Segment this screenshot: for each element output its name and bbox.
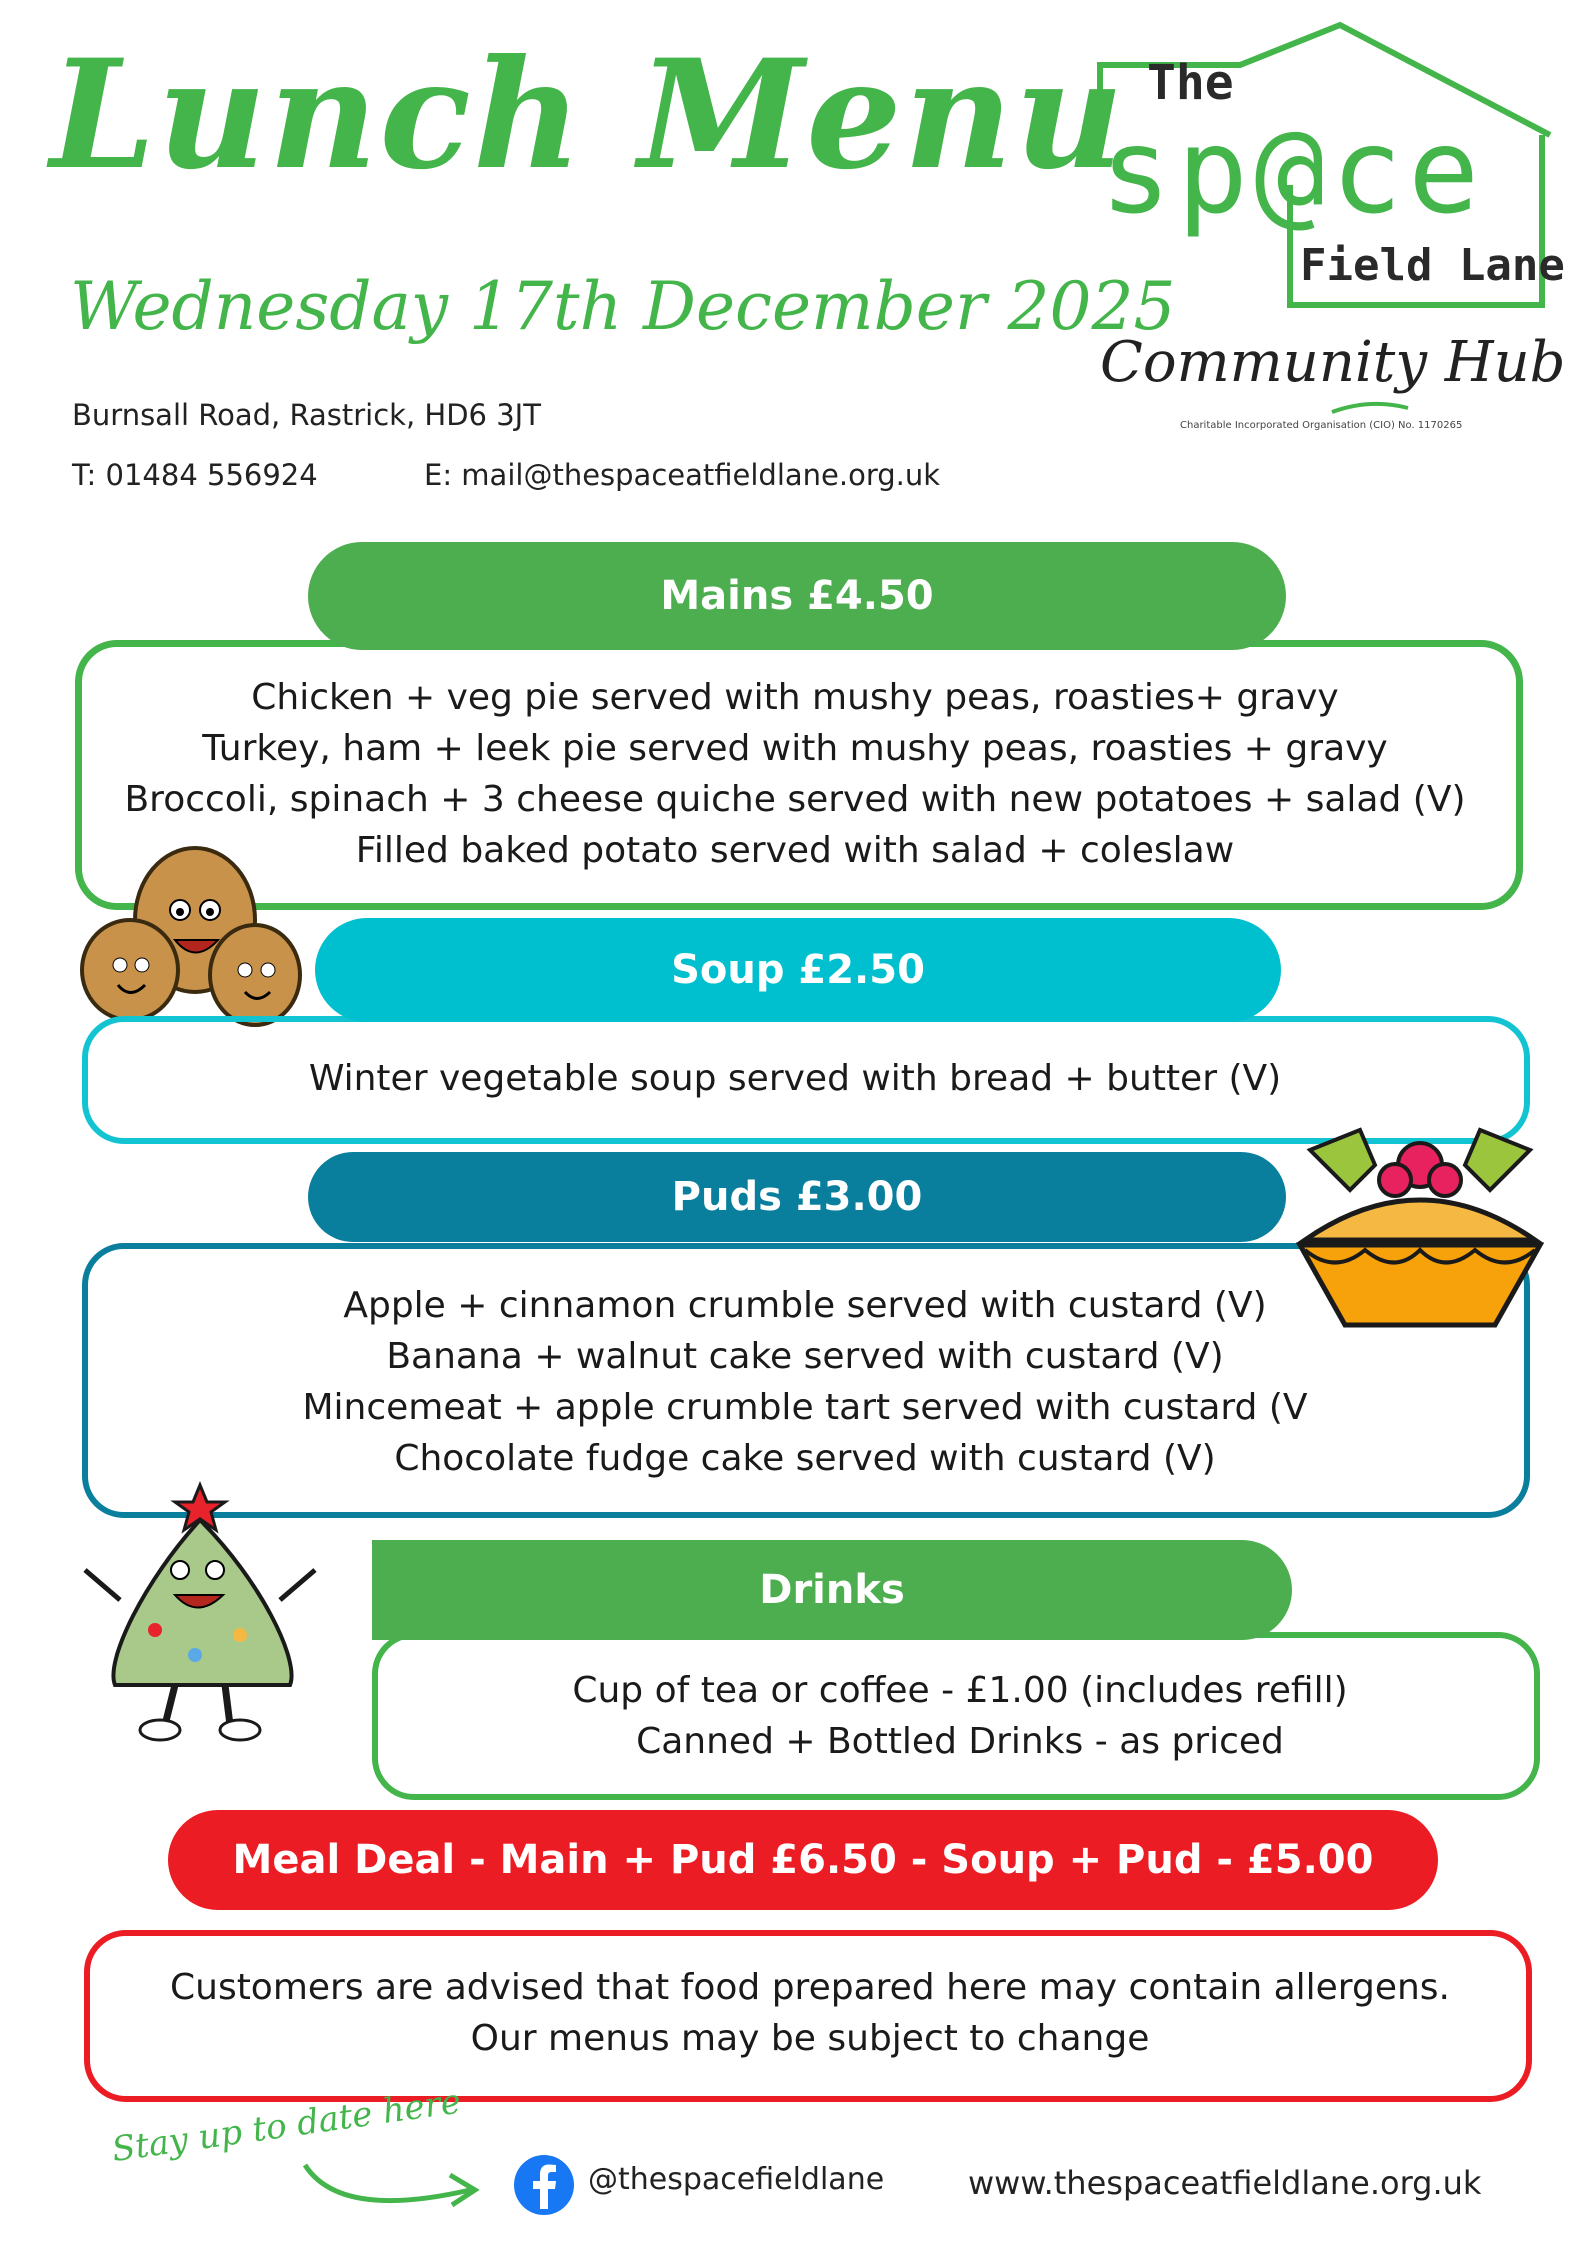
allergens-line: Our menus may be subject to change xyxy=(470,2018,1150,2059)
menu-date: Wednesday 17th December 2025 xyxy=(70,268,1176,345)
puds-item: Apple + cinnamon crumble served with custard (V) xyxy=(343,1285,1267,1326)
mains-item: Broccoli, spinach + 3 cheese quiche served with new potatoes + salad (V) xyxy=(124,779,1466,820)
logo-cio: Charitable Incorporated Organisation (CIO) No. 1170265 xyxy=(1180,420,1463,431)
logo-swoosh-icon xyxy=(1330,398,1410,418)
mains-header: Mains £4.50 xyxy=(308,542,1286,650)
mince-pie-icon xyxy=(1280,1110,1560,1340)
email: E: mail@thespaceatfieldlane.org.uk xyxy=(424,458,941,492)
puds-item: Banana + walnut cake served with custard (V) xyxy=(386,1336,1224,1377)
drinks-header: Drinks xyxy=(372,1540,1292,1640)
stay-up-to-date: Stay up to date here xyxy=(109,2081,464,2170)
drinks-list xyxy=(380,1665,1540,1767)
soup-item: Winter vegetable soup served with bread + butter (V) xyxy=(308,1058,1282,1099)
drinks-item: Canned + Bottled Drinks - as priced xyxy=(636,1721,1284,1762)
logo-the: The xyxy=(1147,55,1234,111)
logo-space: sp@ce xyxy=(1100,102,1486,240)
mains-item: Filled baked potato served with salad + coleslaw xyxy=(355,830,1235,871)
puds-item: Chocolate fudge cake served with custard (V) xyxy=(394,1438,1216,1479)
drinks-item: Cup of tea or coffee - £1.00 (includes refill) xyxy=(572,1670,1348,1711)
christmas-tree-icon xyxy=(65,1460,345,1750)
meal-deal-banner: Meal Deal - Main + Pud £6.50 - Soup + Pud - £5.00 xyxy=(168,1810,1438,1910)
puds-item: Mincemeat + apple crumble tart served with custard (V xyxy=(302,1387,1308,1428)
facebook-handle[interactable]: @thespacefieldlane xyxy=(588,2162,885,2197)
mains-item: Chicken + veg pie served with mushy peas, roasties+ gravy xyxy=(251,677,1339,718)
mains-item: Turkey, ham + leek pie served with mushy peas, roasties + gravy xyxy=(202,728,1388,769)
address: Burnsall Road, Rastrick, HD6 3JT xyxy=(72,398,541,432)
website-link[interactable]: www.thespaceatfieldlane.org.uk xyxy=(968,2164,1482,2202)
arrow-icon xyxy=(300,2150,490,2220)
allergens-line: Customers are advised that food prepared here may contain allergens. xyxy=(169,1967,1450,2008)
logo-community-hub: Community Hub xyxy=(1100,330,1566,395)
phone: T: 01484 556924 xyxy=(72,458,318,492)
soup-list xyxy=(95,1053,1495,1104)
potatoes-icon xyxy=(60,840,320,1040)
menu-title: Lunch Menu xyxy=(50,27,1126,203)
puds-header: Puds £3.00 xyxy=(308,1152,1286,1242)
allergens-text xyxy=(90,1962,1530,2064)
facebook-icon[interactable] xyxy=(512,2153,576,2217)
soup-header: Soup £2.50 xyxy=(315,918,1281,1022)
logo-field-lane: Field Lane xyxy=(1300,240,1565,291)
